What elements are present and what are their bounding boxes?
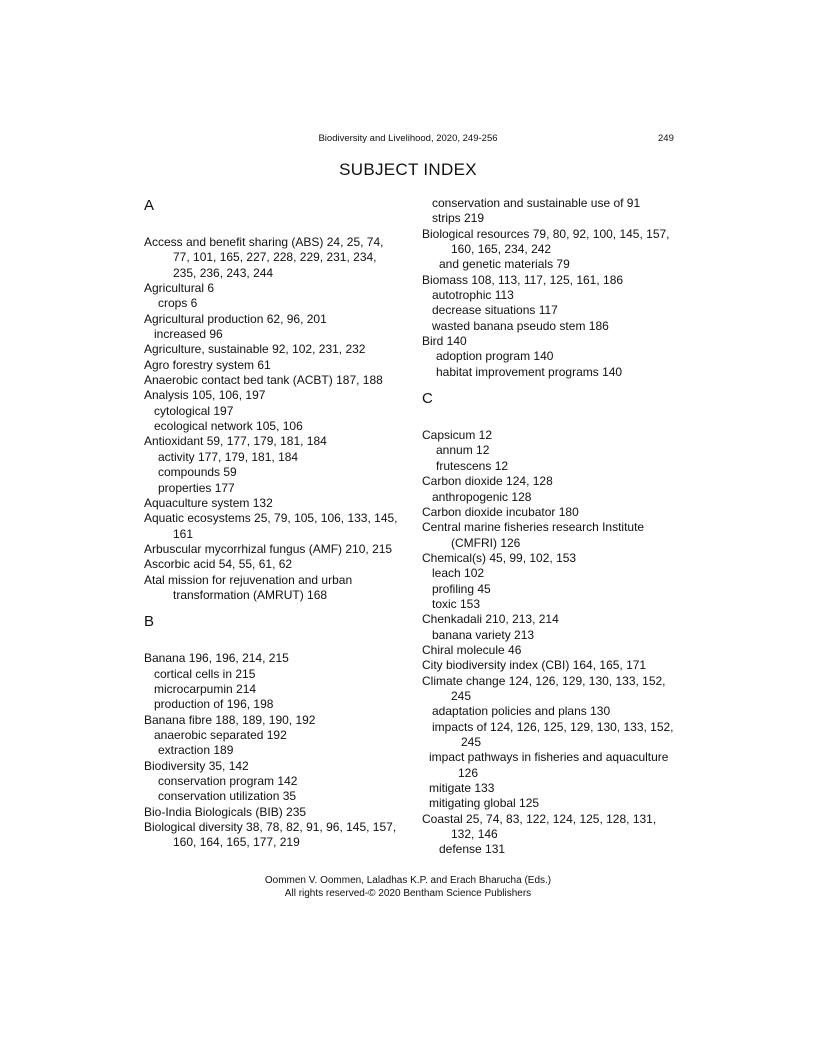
index-entry: Aquaculture system 132 — [144, 495, 273, 510]
journal-citation: Biodiversity and Livelihood, 2020, 249-256 — [318, 133, 498, 144]
index-subentry: conservation program 142 — [158, 774, 298, 788]
section-letter: B — [144, 613, 155, 631]
index-column-right — [422, 196, 682, 858]
page-title: SUBJECT INDEX — [339, 160, 477, 179]
index-entry: Analysis 105, 106, 197 — [144, 388, 266, 403]
index-subentry: activity 177, 179, 181, 184 — [158, 449, 299, 464]
index-subentry: defense 131 — [439, 842, 506, 857]
index-entry: City biodiversity index (CBI) 164, 165, 171 — [422, 658, 647, 673]
index-subentry: extraction 189 — [158, 743, 234, 758]
index-entry: Agricultural production 62, 96, 201 — [144, 311, 327, 326]
index-entry: Chemical(s) 45, 99, 102, 153 — [422, 550, 577, 565]
index-entry: impact pathways in fisheries and aquaculture 126 — [429, 750, 669, 780]
index-entry: Chiral molecule 46 — [422, 642, 522, 657]
index-entry: Carbon dioxide 124, 128 — [422, 474, 553, 489]
index-entry: Banana 196, 196, 214, 215 — [144, 651, 289, 666]
index-subentry: habitat improvement programs 140 — [436, 364, 623, 379]
index-subentry: conservation utilization 35 — [158, 789, 297, 804]
index-entry: Capsicum 12 — [422, 428, 493, 443]
index-entry: Bird 140 — [422, 334, 467, 349]
index-subentry: mitigate 133 — [429, 781, 495, 796]
index-subentry: increased 96 — [154, 327, 223, 342]
index-subentry: ecological network 105, 106 — [154, 419, 303, 434]
index-entry: Antioxidant 59, 177, 179, 181, 184 — [144, 434, 327, 449]
index-subentry: profiling 45 — [432, 581, 491, 596]
index-subentry: adaptation policies and plans 130 — [432, 704, 611, 719]
index-entry: Central marine fisheries research Institute (CMFRI) 126 — [422, 520, 645, 550]
index-subentry: anaerobic separated 192 — [154, 727, 287, 742]
index-subentry: anthropogenic 128 — [432, 489, 532, 504]
index-subentry: mitigating global 125 — [429, 796, 540, 811]
section-letter: C — [422, 390, 433, 408]
index-subentry: cortical cells in 215 — [154, 666, 256, 681]
index-entry: Climate change 124, 126, 129, 130, 133, 152, 245 — [422, 673, 666, 703]
index-entry: Atal mission for rejuvenation and urban transformation (AMRUT) 168 — [144, 572, 353, 602]
index-subentry: crops 6 — [158, 296, 198, 311]
index-entry: Ascorbic acid 54, 55, 61, 62 — [144, 557, 293, 572]
index-subentry: adoption program 140 — [436, 349, 554, 364]
index-entry: Coastal 25, 74, 83, 122, 124, 125, 128, 131, 132, 146 — [422, 811, 657, 842]
index-subentry: leach 102 — [432, 566, 485, 581]
footer-editors: Oommen V. Oommen, Laladhas K.P. and Erach Bharucha (Eds.) — [264, 875, 552, 886]
index-entry: Agricultural 6 — [144, 281, 215, 296]
index-subentry: frutescens 12 — [436, 458, 509, 473]
index-subentry: production of 196, 198 — [154, 697, 274, 712]
index-entry: impacts of 124, 126, 125, 129, 130, 133, 152, 245 — [432, 719, 674, 749]
page-footer — [0, 874, 816, 900]
index-entry: Chenkadali 210, 213, 214 — [422, 612, 559, 627]
index-subentry: compounds 59 — [158, 465, 237, 480]
index-entry: Biological diversity 38, 78, 82, 91, 96, 145, 157, 160, 164, 165, 177, 219 — [144, 820, 397, 850]
index-entry: Access and benefit sharing (ABS) 24, 25, 74, 77, 101, 165, 227, 228, 229, 231, 234, 235, 236, 243, 244 — [144, 235, 384, 280]
index-subentry: decrease situations 117 — [432, 303, 558, 318]
index-subentry: strips 219 — [432, 211, 485, 226]
index-subentry: microcarpumin 214 — [154, 681, 257, 696]
footer-rights: All rights reserved-© 2020 Bentham Science Publishers — [284, 888, 532, 899]
index-entry: Anaerobic contact bed tank (ACBT) 187, 188 — [144, 373, 383, 388]
index-subentry: wasted banana pseudo stem 186 — [432, 318, 609, 333]
index-entry: Bio-India Biologicals (BIB) 235 — [144, 804, 307, 819]
index-subentry: cytological 197 — [154, 403, 234, 418]
index-entry: Agriculture, sustainable 92, 102, 231, 232 — [144, 342, 366, 357]
index-entry: Biodiversity 35, 142 — [144, 758, 249, 773]
index-entry: Agro forestry system 61 — [144, 357, 271, 372]
page-number: 249 — [658, 133, 674, 144]
index-column-left — [144, 196, 399, 851]
index-entry: Biological resources 79, 80, 92, 100, 145, 157, 160, 165, 234, 242 — [422, 226, 670, 257]
index-entry: Biomass 108, 113, 117, 125, 161, 186 — [422, 272, 624, 287]
index-entry: Banana fibre 188, 189, 190, 192 — [144, 712, 316, 727]
index-subentry: properties 177 — [158, 480, 235, 495]
index-subentry: annum 12 — [436, 443, 490, 458]
index-entry: Carbon dioxide incubator 180 — [422, 504, 579, 519]
index-entry: Arbuscular mycorrhizal fungus (AMF) 210, 215 — [144, 541, 393, 556]
index-subentry: conservation and sustainable use of 91 — [432, 196, 641, 210]
index-subentry: autotrophic 113 — [432, 288, 514, 303]
index-entry: Aquatic ecosystems 25, 79, 105, 106, 133, 145, 161 — [144, 511, 398, 541]
index-subentry: banana variety 213 — [432, 627, 535, 642]
index-subentry: and genetic materials 79 — [439, 257, 570, 272]
index-subentry: toxic 153 — [432, 596, 481, 611]
section-letter: A — [144, 197, 155, 214]
